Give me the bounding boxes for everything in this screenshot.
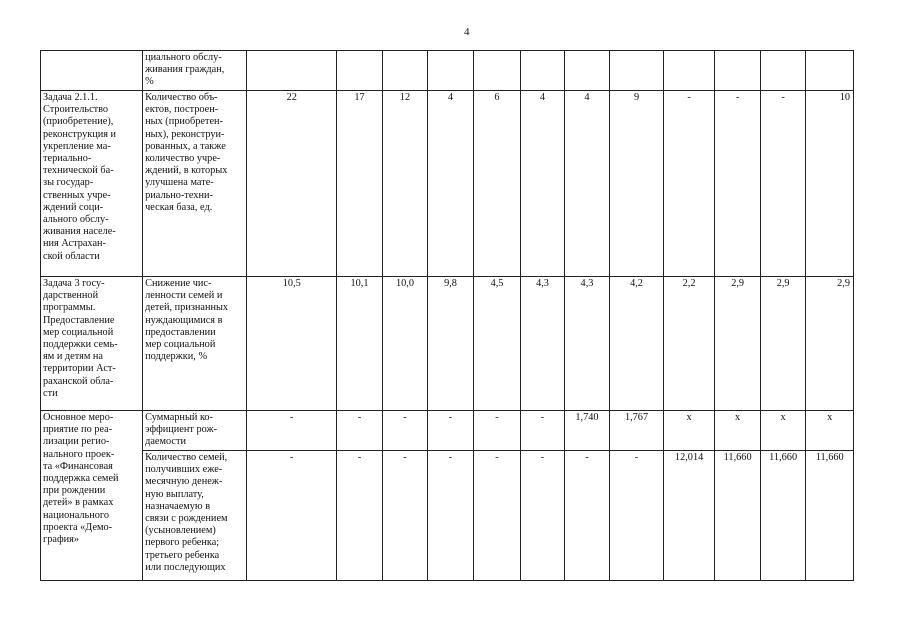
value-cell: х: [715, 411, 761, 451]
value-cell: -: [247, 451, 337, 581]
value-cell: 10,5: [247, 277, 337, 411]
table-row: [41, 51, 854, 91]
value-cell: 11,660: [760, 451, 806, 581]
table-row: [41, 91, 854, 277]
table-row: [41, 277, 854, 411]
value-cell: 11,660: [715, 451, 761, 581]
value-cell: [610, 51, 664, 91]
value-cell: 10,0: [382, 277, 428, 411]
value-cell: 4: [564, 91, 610, 277]
value-cell: х: [760, 411, 806, 451]
value-cell: 2,2: [663, 277, 715, 411]
value-cell: 12,014: [663, 451, 715, 581]
value-cell: 6: [473, 91, 521, 277]
value-cell: [247, 51, 337, 91]
value-cell: -: [564, 451, 610, 581]
task-name-cell: Задача 2.1.1. Строительство (приобретение), реконструкция и укрепление ма- териально- технической ба- зы государ- ственных учре- ждений соци- ального обслу- живания населе- ния Астрахан- ской области: [41, 91, 143, 277]
value-cell: -: [521, 451, 564, 581]
value-cell: [760, 51, 806, 91]
page-number: 4: [464, 26, 470, 38]
value-cell: [382, 51, 428, 91]
value-cell: 17: [337, 91, 383, 277]
value-cell: -: [473, 451, 521, 581]
task-name-cell: Основное меро- приятие по реа- лизации регио- нального проек- та «Финансовая поддержка семей при рождении детей» в рамках национального проекта «Демо- графия»: [41, 411, 143, 581]
value-cell: -: [715, 91, 761, 277]
value-cell: 2,9: [715, 277, 761, 411]
value-cell: 22: [247, 91, 337, 277]
value-cell: 4: [428, 91, 474, 277]
value-cell: -: [428, 451, 474, 581]
value-cell: 11,660: [806, 451, 854, 581]
value-cell: -: [382, 451, 428, 581]
value-cell: 2,9: [760, 277, 806, 411]
value-cell: -: [473, 411, 521, 451]
indicator-cell: Количество объ- ектов, построен- ных (приобретен- ных), реконструи- рованных, а также количество учре- ждений, в которых улучшена мате- риально-техни- ческая база, ед.: [143, 91, 247, 277]
value-cell: -: [663, 91, 715, 277]
task-name-cell: Задача 3 госу- дарственной программы. Предоставление мер социальной поддержки семь- ям и детям на территории Аст- раханской обла- сти: [41, 277, 143, 411]
value-cell: [663, 51, 715, 91]
indicator-cell: циального обслу- живания граждан, %: [143, 51, 247, 91]
value-cell: -: [428, 411, 474, 451]
value-cell: [564, 51, 610, 91]
value-cell: 4,5: [473, 277, 521, 411]
value-cell: 4,2: [610, 277, 664, 411]
value-cell: [806, 51, 854, 91]
indicator-cell: Количество семей, получивших еже- месячную денеж- ную выплату, назначаемую в связи с рождением (усыновлением) первого ребенка; третьего ребенка или последующих: [143, 451, 247, 581]
value-cell: 9: [610, 91, 664, 277]
table-row: [41, 451, 854, 581]
table-row: [41, 411, 854, 451]
value-cell: [428, 51, 474, 91]
value-cell: 10: [806, 91, 854, 277]
value-cell: -: [382, 411, 428, 451]
value-cell: [337, 51, 383, 91]
value-cell: 1,767: [610, 411, 664, 451]
value-cell: х: [663, 411, 715, 451]
value-cell: 4,3: [564, 277, 610, 411]
value-cell: -: [337, 411, 383, 451]
value-cell: 1,740: [564, 411, 610, 451]
value-cell: -: [247, 411, 337, 451]
value-cell: -: [610, 451, 664, 581]
value-cell: [521, 51, 564, 91]
value-cell: 2,9: [806, 277, 854, 411]
value-cell: 12: [382, 91, 428, 277]
value-cell: -: [521, 411, 564, 451]
indicators-table: [40, 50, 854, 581]
indicator-cell: Суммарный ко- эффициент рож- даемости: [143, 411, 247, 451]
value-cell: -: [337, 451, 383, 581]
value-cell: -: [760, 91, 806, 277]
value-cell: 4,3: [521, 277, 564, 411]
value-cell: [473, 51, 521, 91]
value-cell: 10,1: [337, 277, 383, 411]
value-cell: 4: [521, 91, 564, 277]
task-name-cell: [41, 51, 143, 91]
indicator-cell: Снижение чис- ленности семей и детей, признанных нуждающимися в предоставлении мер социальной поддержки, %: [143, 277, 247, 411]
value-cell: [715, 51, 761, 91]
value-cell: 9,8: [428, 277, 474, 411]
value-cell: х: [806, 411, 854, 451]
